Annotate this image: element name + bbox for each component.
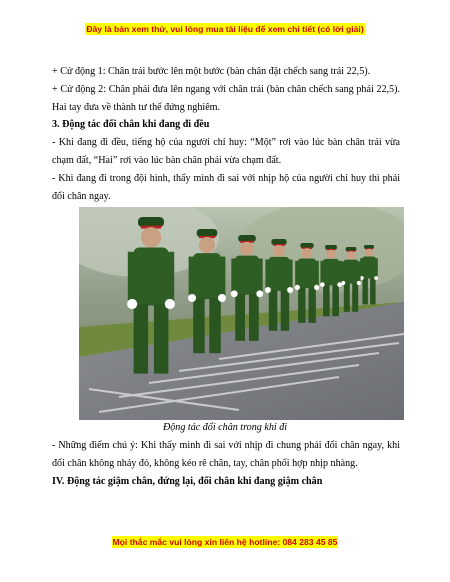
section-heading-4: IV. Động tác giậm chân, đứng lại, đổi chân khi đang giậm chân (52, 475, 323, 487)
marching-soldiers-photo (79, 207, 404, 420)
section-heading-3: 3. Động tác đổi chân khi đang đi đều (52, 119, 210, 131)
preview-notice (0, 24, 450, 34)
preview-notice-text: Đây là bản xem thử, vui lòng mua tài liệu để xem chi tiết (có lời giải) (86, 24, 364, 34)
hotline-footer (0, 537, 450, 547)
paragraph-change-step: - Khi đang đi trong đội hình, thấy mình đi sai với nhịp hộ của người chỉ huy thì phải đổi chân ngay. (52, 172, 400, 202)
paragraph-step-1: + Cử động 1: Chân trái bước lên một bước (bàn chân đặt chếch sang trái 22,5). (52, 66, 371, 77)
document-body-top (52, 63, 400, 205)
preview-banner (0, 0, 450, 40)
photo-caption: Động tác đổi chân trong khi đi (162, 422, 288, 433)
document-body-bottom (52, 437, 400, 490)
paragraph-command-timing: - Khi đang đi đều, tiếng hộ của người chỉ huy: “Một” rơi vào lúc bàn chân trái vừa chạm đất, “Hai” rơi vào lúc bàn chân phải vừa chạm đất. (52, 137, 400, 166)
paragraph-notes: - Những điểm chú ý: Khi thấy mình đi sai với nhịp đi chung phải đổi chân ngay, khi đổi chân không nhảy đỏ, không kéo rê chân, tay, chân phối hợp nhịp nhàng. (52, 440, 400, 469)
paragraph-step-2: + Cử động 2: Chân phải đưa lên ngang với chân trái (bàn chân chếch sang phải 22,5). Hai tay đưa về thành tư thế đứng nghiêm. (52, 83, 400, 113)
hotline-text: Mọi thắc mắc vui lòng xin liên hệ hotline: 084 283 45 85 (112, 537, 338, 547)
